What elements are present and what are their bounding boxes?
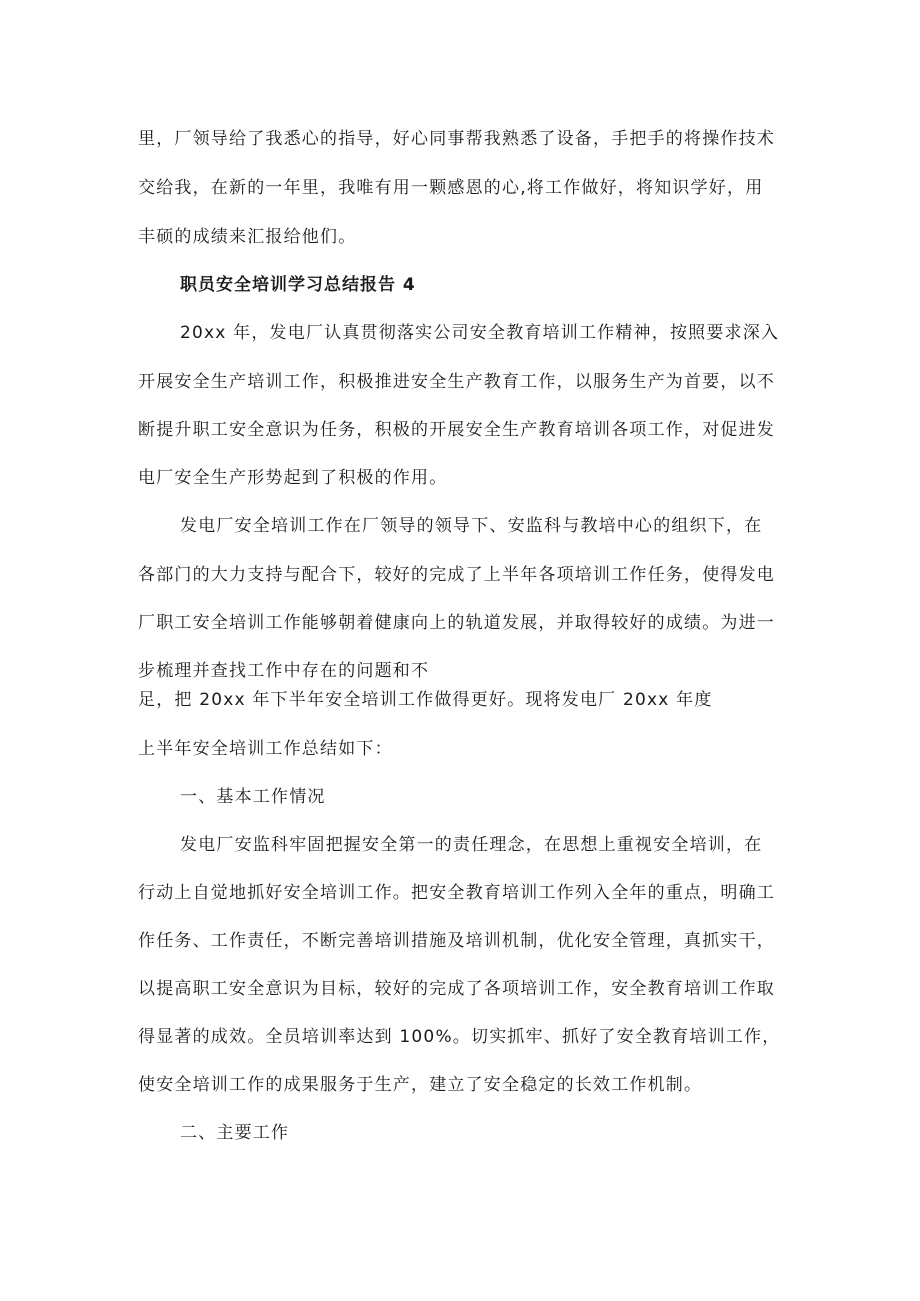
paragraph-line: 开展安全生产培训工作，积极推进安全生产教育工作，以服务生产为首要，以不 [138,372,775,392]
paragraph-line: 步梳理并查找工作中存在的问题和不 [138,661,430,681]
paragraph-line: 足，把 20xx 年下半年安全培训工作做得更好。现将发电厂 20xx 年度 [138,690,713,710]
paragraph-line: 使安全培训工作的成果服务于生产，建立了安全稳定的长效工作机制。 [138,1075,703,1095]
paragraph-line: 断提升职工安全意识为任务，积极的开展安全生产教育培训各项工作，对促进发 [138,420,775,440]
paragraph-line: 得显著的成效。全员培训率达到 100%。切实抓牢、抓好了安全教育培训工作， [138,1027,781,1047]
paragraph-line: 丰硕的成绩来汇报给他们。 [138,227,357,247]
paragraph-line: 里，厂领导给了我悉心的指导，好心同事帮我熟悉了设备，手把手的将操作技术 [138,129,775,149]
paragraph-line: 交给我，在新的一年里，我唯有用一颗感恩的心,将工作做好，将知识学好，用 [138,178,764,198]
paragraph-line: 作任务、工作责任，不断完善培训措施及培训机制，优化安全管理，真抓实干， [138,931,775,951]
section-heading: 职员安全培训学习总结报告 4 [180,275,416,295]
paragraph-line: 20xx 年，发电厂认真贯彻落实公司安全教育培训工作精神，按照要求深入 [180,323,780,343]
paragraph-line: 发电厂安全培训工作在厂领导的领导下、安监科与教培中心的组织下，在 [180,516,763,536]
paragraph-line: 电厂安全生产形势起到了积极的作用。 [138,468,448,488]
paragraph-line: 上半年安全培训工作总结如下： [138,739,393,759]
section-heading: 二、主要工作 [180,1123,290,1143]
paragraph-line: 厂职工安全培训工作能够朝着健康向上的轨道发展，并取得较好的成绩。为进一 [138,613,775,633]
paragraph-line: 发电厂安监科牢固把握安全第一的责任理念，在思想上重视安全培训，在 [180,835,763,855]
paragraph-line: 各部门的大力支持与配合下，较好的完成了上半年各项培训工作任务，使得发电 [138,565,775,585]
paragraph-line: 以提高职工安全意识为目标，较好的完成了各项培训工作，安全教育培训工作取 [138,979,775,999]
paragraph-line: 行动上自觉地抓好安全培训工作。把安全教育培训工作列入全年的重点，明确工 [138,883,775,903]
section-heading: 一、基本工作情况 [180,787,326,807]
